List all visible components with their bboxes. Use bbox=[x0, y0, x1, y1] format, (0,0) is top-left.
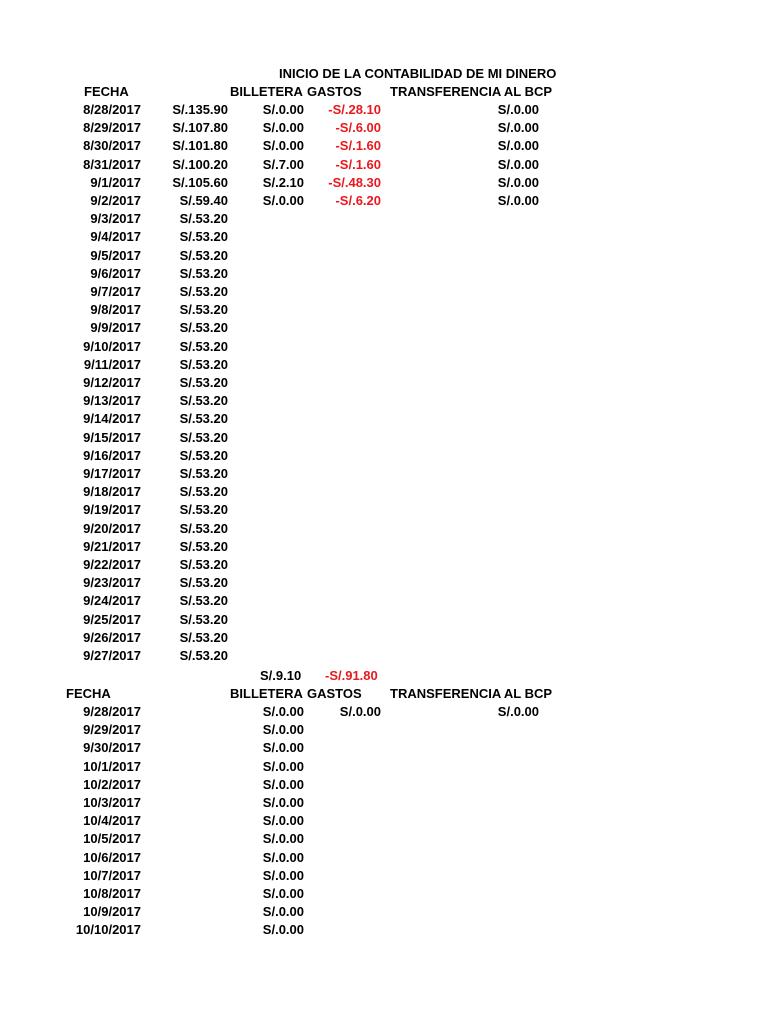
fecha-cell: 10/5/2017 bbox=[83, 831, 141, 847]
fecha-cell: 9/16/2017 bbox=[83, 447, 141, 463]
fecha-cell: 9/26/2017 bbox=[83, 629, 141, 645]
saldo-cell: S/.105.60 bbox=[172, 174, 228, 190]
header-fecha-2: FECHA bbox=[66, 686, 111, 701]
fecha-cell: 10/10/2017 bbox=[75, 922, 141, 938]
fecha-cell: 9/12/2017 bbox=[83, 375, 141, 390]
gastos-cell: -S/.6.00 bbox=[335, 120, 381, 136]
transferencia-cell: S/.0.00 bbox=[497, 704, 539, 719]
saldo-cell: S/.59.40 bbox=[179, 193, 228, 208]
billetera-cell: S/.0.00 bbox=[262, 922, 304, 938]
saldo-cell: S/.53.20 bbox=[179, 648, 228, 663]
fecha-cell: 10/9/2017 bbox=[83, 904, 141, 920]
header-billetera-2: BILLETERA bbox=[230, 686, 303, 701]
saldo-cell: S/.100.20 bbox=[172, 156, 228, 172]
billetera-cell: S/.0.00 bbox=[262, 193, 304, 208]
billetera-cell: S/.0.00 bbox=[262, 886, 304, 901]
fecha-cell: 9/28/2017 bbox=[83, 704, 141, 719]
fecha-cell: 9/23/2017 bbox=[83, 575, 141, 591]
header-fecha: FECHA bbox=[84, 84, 129, 99]
billetera-cell: S/.0.00 bbox=[262, 740, 304, 756]
gastos-cell: -S/.28.10 bbox=[328, 102, 381, 117]
header-transferencia: TRANSFERENCIA AL BCP bbox=[390, 84, 553, 99]
fecha-cell: 9/19/2017 bbox=[83, 502, 141, 518]
saldo-cell: S/.101.80 bbox=[172, 138, 228, 154]
fecha-cell: 9/27/2017 bbox=[83, 648, 141, 663]
transferencia-cell: S/.0.00 bbox=[497, 102, 539, 117]
fecha-cell: 9/4/2017 bbox=[90, 229, 141, 245]
transferencia-cell: S/.0.00 bbox=[497, 138, 539, 154]
fecha-cell: 9/5/2017 bbox=[90, 247, 141, 263]
header-billetera: BILLETERA bbox=[230, 84, 303, 99]
fecha-cell: 10/1/2017 bbox=[83, 758, 141, 774]
saldo-cell: S/.53.20 bbox=[179, 611, 228, 627]
gastos-cell: -S/.6.20 bbox=[335, 193, 381, 208]
gastos-cell: -S/.1.60 bbox=[335, 138, 381, 154]
billetera-cell: S/.0.00 bbox=[262, 120, 304, 136]
saldo-cell: S/.53.20 bbox=[179, 211, 228, 227]
billetera-cell: S/.7.00 bbox=[262, 156, 304, 172]
fecha-cell: 8/29/2017 bbox=[83, 120, 141, 136]
fecha-cell: 9/29/2017 bbox=[83, 722, 141, 738]
fecha-cell: 9/25/2017 bbox=[83, 611, 141, 627]
saldo-cell: S/.53.20 bbox=[179, 302, 228, 318]
billetera-cell: S/.0.00 bbox=[262, 867, 304, 883]
fecha-cell: 9/13/2017 bbox=[83, 393, 141, 409]
billetera-cell: S/.0.00 bbox=[262, 849, 304, 865]
saldo-cell: S/.53.20 bbox=[179, 502, 228, 518]
transferencia-cell: S/.0.00 bbox=[497, 174, 539, 190]
gastos-cell: S/.0.00 bbox=[339, 704, 381, 719]
fecha-cell: 9/21/2017 bbox=[83, 538, 141, 554]
fecha-cell: 10/7/2017 bbox=[83, 867, 141, 883]
gastos-cell: -S/.1.60 bbox=[335, 156, 381, 172]
fecha-cell: 9/6/2017 bbox=[90, 265, 141, 281]
billetera-cell: S/.0.00 bbox=[262, 704, 304, 719]
fecha-cell: 9/1/2017 bbox=[90, 174, 141, 190]
fecha-cell: 9/3/2017 bbox=[90, 211, 141, 227]
saldo-cell: S/.53.20 bbox=[179, 265, 228, 281]
sheet-title: INICIO DE LA CONTABILIDAD DE MI DINERO bbox=[279, 66, 557, 81]
saldo-cell: S/.107.80 bbox=[172, 120, 228, 136]
billetera-cell: S/.0.00 bbox=[262, 102, 304, 117]
fecha-cell: 10/2/2017 bbox=[83, 776, 141, 792]
fecha-cell: 9/24/2017 bbox=[83, 593, 141, 609]
saldo-cell: S/.53.20 bbox=[179, 629, 228, 645]
fecha-cell: 9/7/2017 bbox=[90, 284, 141, 299]
fecha-cell: 10/3/2017 bbox=[83, 795, 141, 810]
saldo-cell: S/.53.20 bbox=[179, 538, 228, 554]
billetera-cell: S/.0.00 bbox=[262, 813, 304, 829]
header-gastos: GASTOS bbox=[307, 84, 362, 99]
total-billetera: S/.9.10 bbox=[260, 668, 302, 683]
saldo-cell: S/.53.20 bbox=[179, 593, 228, 609]
saldo-cell: S/.53.20 bbox=[179, 484, 228, 500]
saldo-cell: S/.53.20 bbox=[179, 429, 228, 445]
billetera-cell: S/.0.00 bbox=[262, 722, 304, 738]
saldo-cell: S/.53.20 bbox=[179, 557, 228, 572]
fecha-cell: 9/11/2017 bbox=[83, 356, 141, 372]
header-transferencia-2: TRANSFERENCIA AL BCP bbox=[390, 686, 553, 701]
billetera-cell: S/.0.00 bbox=[262, 831, 304, 847]
transferencia-cell: S/.0.00 bbox=[497, 156, 539, 172]
fecha-cell: 9/14/2017 bbox=[83, 411, 141, 427]
fecha-cell: 9/9/2017 bbox=[90, 320, 141, 336]
saldo-cell: S/.53.20 bbox=[179, 356, 228, 372]
fecha-cell: 10/6/2017 bbox=[83, 849, 141, 865]
saldo-cell: S/.53.20 bbox=[179, 575, 228, 591]
saldo-cell: S/.53.20 bbox=[179, 375, 228, 390]
billetera-cell: S/.0.00 bbox=[262, 776, 304, 792]
fecha-cell: 9/22/2017 bbox=[83, 557, 141, 572]
saldo-cell: S/.53.20 bbox=[179, 284, 228, 299]
saldo-cell: S/.53.20 bbox=[179, 393, 228, 409]
saldo-cell: S/.53.20 bbox=[179, 466, 228, 481]
gastos-cell: -S/.48.30 bbox=[328, 174, 381, 190]
fecha-cell: 8/28/2017 bbox=[83, 102, 141, 117]
billetera-cell: S/.0.00 bbox=[262, 904, 304, 920]
saldo-cell: S/.53.20 bbox=[179, 229, 228, 245]
billetera-cell: S/.0.00 bbox=[262, 795, 304, 810]
fecha-cell: 9/17/2017 bbox=[83, 466, 141, 481]
saldo-cell: S/.53.20 bbox=[179, 320, 228, 336]
billetera-cell: S/.0.00 bbox=[262, 138, 304, 154]
saldo-cell: S/.53.20 bbox=[179, 338, 228, 354]
total-gastos: -S/.91.80 bbox=[325, 668, 378, 683]
fecha-cell: 9/2/2017 bbox=[90, 193, 141, 208]
transferencia-cell: S/.0.00 bbox=[497, 120, 539, 136]
fecha-cell: 8/30/2017 bbox=[83, 138, 141, 154]
saldo-cell: S/.53.20 bbox=[179, 447, 228, 463]
fecha-cell: 9/8/2017 bbox=[90, 302, 141, 318]
saldo-cell: S/.53.20 bbox=[179, 520, 228, 536]
fecha-cell: 8/31/2017 bbox=[83, 156, 141, 172]
header-gastos-2: GASTOS bbox=[307, 686, 362, 701]
saldo-cell: S/.53.20 bbox=[179, 247, 228, 263]
billetera-cell: S/.2.10 bbox=[262, 174, 304, 190]
fecha-cell: 9/18/2017 bbox=[83, 484, 141, 500]
saldo-cell: S/.135.90 bbox=[172, 102, 228, 117]
fecha-cell: 10/8/2017 bbox=[83, 886, 141, 901]
fecha-cell: 9/15/2017 bbox=[83, 429, 141, 445]
billetera-cell: S/.0.00 bbox=[262, 758, 304, 774]
fecha-cell: 9/20/2017 bbox=[83, 520, 141, 536]
fecha-cell: 9/10/2017 bbox=[83, 338, 141, 354]
fecha-cell: 10/4/2017 bbox=[83, 813, 141, 829]
saldo-cell: S/.53.20 bbox=[179, 411, 228, 427]
fecha-cell: 9/30/2017 bbox=[83, 740, 141, 756]
transferencia-cell: S/.0.00 bbox=[497, 193, 539, 208]
